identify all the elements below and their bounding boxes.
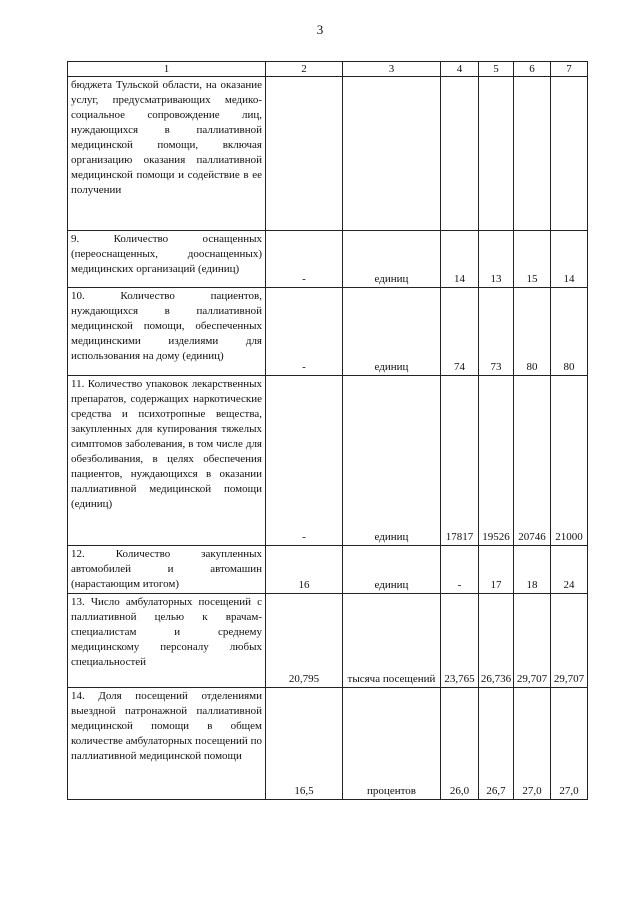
value-cell: 15 [514, 231, 551, 288]
value-cell: 29,707 [551, 594, 588, 688]
unit-cell: единиц [343, 288, 441, 376]
unit-cell: тысяча посещений [343, 594, 441, 688]
value-cell: 29,707 [514, 594, 551, 688]
value-cell [479, 77, 514, 231]
base-value-cell: 16,5 [266, 688, 343, 800]
base-value-cell: - [266, 376, 343, 546]
value-cell: 80 [551, 288, 588, 376]
value-cell: 74 [441, 288, 479, 376]
indicator-name: 11. Количество упаковок лекарственных препаратов, содержащих наркотические средства и психотропные вещества, закупленных для купирования тяжелых симптомов заболевания, в том числе для обезболивания, в целях обеспечения пациентов, нуждающихся в оказании паллиативной медицинской помощи (единиц) [68, 376, 266, 546]
unit-cell: единиц [343, 231, 441, 288]
indicator-name: 14. Доля посещений отделениями выездной патронажной паллиативной медицинской помощи в общем количестве амбулаторных посещений по паллиативной медицинской помощи [68, 688, 266, 800]
value-cell: 23,765 [441, 594, 479, 688]
unit-cell: единиц [343, 376, 441, 546]
column-header: 4 [441, 62, 479, 77]
value-cell: 17 [479, 546, 514, 594]
value-cell: 17817 [441, 376, 479, 546]
value-cell: 26,736 [479, 594, 514, 688]
indicator-name: 9. Количество оснащенных (переоснащенных, дооснащенных) медицинских организаций (единиц) [68, 231, 266, 288]
unit-cell: единиц [343, 546, 441, 594]
indicator-name: 10. Количество пациентов, нуждающихся в паллиативной медицинской помощи, обеспеченных медицинскими изделиями для использования на дому (единиц) [68, 288, 266, 376]
value-cell: 14 [441, 231, 479, 288]
column-header: 7 [551, 62, 588, 77]
unit-cell: процентов [343, 688, 441, 800]
table-row [68, 231, 588, 288]
table-header-row [68, 62, 588, 77]
value-cell: - [441, 546, 479, 594]
value-cell [551, 77, 588, 231]
table-row [68, 546, 588, 594]
value-cell: 24 [551, 546, 588, 594]
value-cell: 27,0 [514, 688, 551, 800]
value-cell [514, 77, 551, 231]
column-header: 5 [479, 62, 514, 77]
indicator-name: 13. Число амбулаторных посещений с паллиативной целью к врачам-специалистам и среднему медицинскому персоналу любых специальностей [68, 594, 266, 688]
indicators-table [67, 61, 588, 800]
indicator-name: 12. Количество закупленных автомобилей и автомашин (нарастающим итогом) [68, 546, 266, 594]
value-cell: 26,7 [479, 688, 514, 800]
base-value-cell [266, 77, 343, 231]
value-cell: 80 [514, 288, 551, 376]
table-row [68, 376, 588, 546]
value-cell: 19526 [479, 376, 514, 546]
page-number: 3 [316, 22, 324, 37]
base-value-cell: 20,795 [266, 594, 343, 688]
table-row [68, 288, 588, 376]
value-cell: 13 [479, 231, 514, 288]
value-cell: 21000 [551, 376, 588, 546]
table-row [68, 77, 588, 231]
value-cell: 20746 [514, 376, 551, 546]
value-cell: 73 [479, 288, 514, 376]
value-cell [441, 77, 479, 231]
base-value-cell: - [266, 288, 343, 376]
value-cell: 26,0 [441, 688, 479, 800]
unit-cell [343, 77, 441, 231]
column-header: 1 [68, 62, 266, 77]
column-header: 6 [514, 62, 551, 77]
base-value-cell: 16 [266, 546, 343, 594]
column-header: 3 [343, 62, 441, 77]
table-row [68, 688, 588, 800]
table-row [68, 594, 588, 688]
value-cell: 27,0 [551, 688, 588, 800]
base-value-cell: - [266, 231, 343, 288]
value-cell: 14 [551, 231, 588, 288]
value-cell: 18 [514, 546, 551, 594]
column-header: 2 [266, 62, 343, 77]
indicator-name: бюджета Тульской области, на оказание услуг, предусматривающих медико-социальное сопровождение лиц, нуждающихся в паллиативной медицинской помощи, включая организацию оказания паллиативной медицинской помощи и содействие в ее получении [68, 77, 266, 231]
